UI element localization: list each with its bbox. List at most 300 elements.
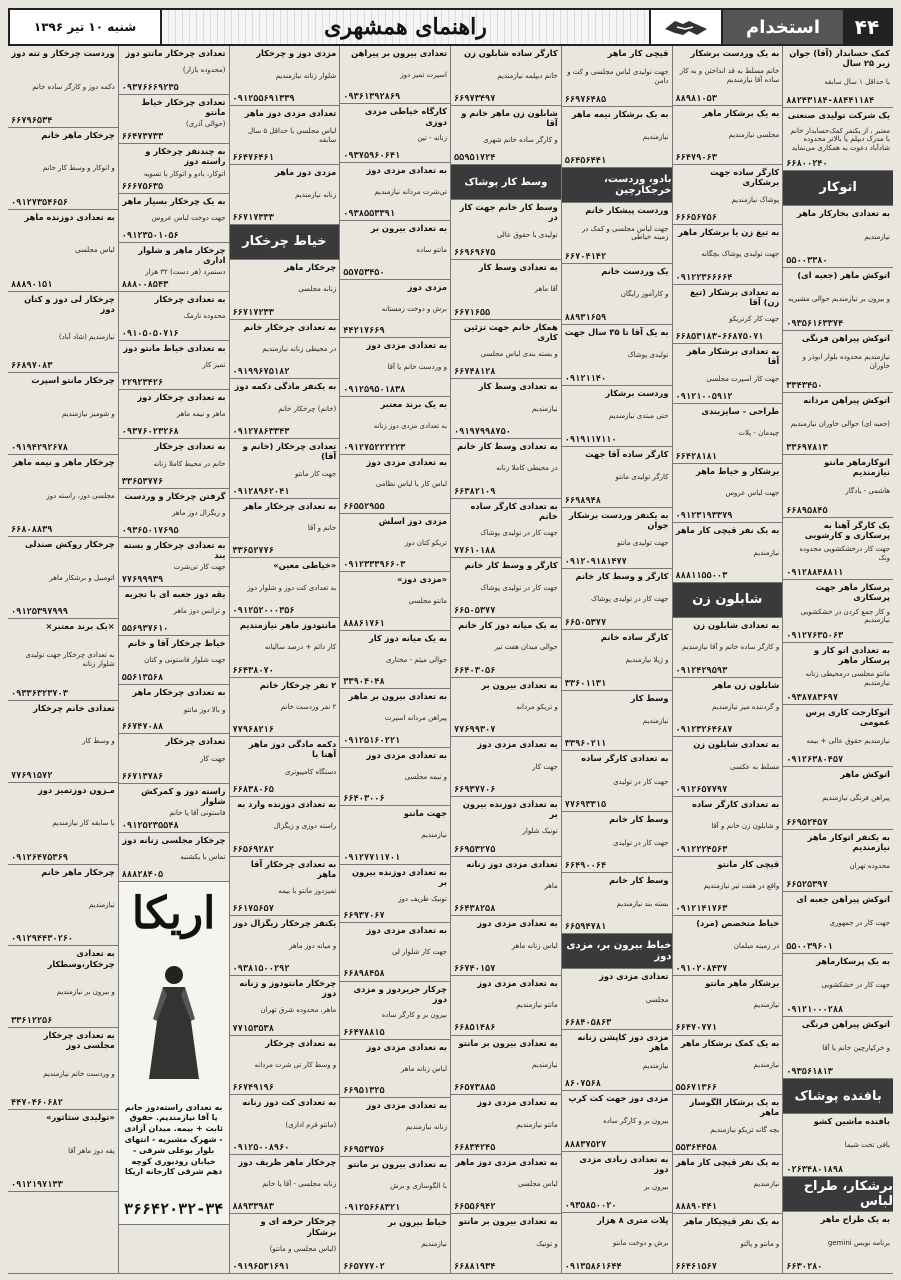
ad-phone-number: ۶۶۷۴۰۱۵۷ xyxy=(454,963,496,974)
ad-title: به تعدادی چرخکار xyxy=(265,1037,337,1048)
ad-body: لباس مجلسی xyxy=(517,1180,558,1189)
classified-ad xyxy=(8,455,118,537)
ad-body: جهت کار xyxy=(532,762,558,771)
classified-ad xyxy=(673,225,783,285)
handshake-icon xyxy=(649,10,723,44)
ad-phone-number: ۰۹۱۹۷۹۹۸۷۵۰ xyxy=(454,426,511,437)
ad-body: نیازمندیم حقوق عالی + بیمه xyxy=(806,736,890,745)
ad-title: یکنفر چرخکار زیگزال دوز xyxy=(233,918,337,929)
ad-title: یک شرکت تولیدی صنعتی xyxy=(787,110,890,121)
ad-title: به تعدادی مزدی دوز xyxy=(477,739,558,750)
ad-title: چرخکار روکش صندلی xyxy=(24,539,115,550)
ad-phone-number: ۶۶۹۷۶۴۸۵ xyxy=(564,94,607,105)
ad-body: جهت کار در تولیدی xyxy=(613,838,669,847)
ad-body: مسلط به عکسی xyxy=(730,762,780,771)
classified-ad xyxy=(340,865,450,923)
ad-title: مزدی دوز کاپشن زنانه ماهر xyxy=(577,1032,669,1053)
ad-title: تعدادی بیرون بر پیراهن xyxy=(351,48,447,58)
ad-body: جهت کار در تولیدی پوشاک xyxy=(480,529,558,538)
ad-phone-number: ۰۹۳۵۶۱۶۳۳۷۴ xyxy=(786,318,844,329)
classified-ad xyxy=(119,144,229,193)
ad-body: و مانتو و پالتو xyxy=(740,1239,780,1248)
ad-title: وسط کار xyxy=(630,692,669,703)
ad-title: چرخکار ماهر و نیمه ماهر xyxy=(12,457,115,468)
ad-title: یک کارگر آهنا به پرسکاری و کارشویی xyxy=(804,519,890,540)
ad-body: بافی تخت شیما xyxy=(844,1141,890,1150)
ad-body: تونیک ظریف دوز xyxy=(398,894,447,903)
classified-ad xyxy=(783,767,893,829)
ad-body: آقا ماهر xyxy=(534,285,558,294)
ad-title: به یک آقا تا ۳۵ سال جهت xyxy=(564,326,669,337)
classified-ad xyxy=(230,1036,340,1096)
ad-body: و بیرون بر نیازمندیم xyxy=(56,988,115,997)
ad-title: مزدی دوز xyxy=(407,281,447,292)
ad-body: و وسط کار تی شرت مردانه xyxy=(254,1061,337,1069)
ad-body: جهت تولیدی مانتو xyxy=(617,538,669,547)
ad-body: هاشمی - یادگار xyxy=(845,487,890,496)
ad-body: زنانه - تین xyxy=(417,134,447,143)
ad-phone-number: ۵۵۷۵۳۴۵۰ xyxy=(343,267,385,278)
ad-phone-number: ۶۶۸۳۸۰۶۵ xyxy=(232,784,274,795)
ad-body: و وردست خانم نیازمندیم xyxy=(43,1069,115,1078)
ad-title: خیاط متخصص (مرد) xyxy=(696,918,780,929)
ad-phone-number: ۶۶۴۷۹۰۶۳ xyxy=(675,153,717,164)
classified-ad xyxy=(783,1017,893,1079)
classified-ad xyxy=(340,1040,450,1098)
issue-date: شنبه ۱۰ تیر ۱۳۹۶ xyxy=(10,10,162,44)
ad-phone-number: ۶۶۵۹۴۷۸۱ xyxy=(564,922,607,933)
ad-title: قیچی کار مانتو xyxy=(717,858,780,869)
ad-phone-number: ۸۶۰۷۵۶۸ xyxy=(564,1079,601,1090)
ad-phone-number: ۰۹۳۵۶۱۸۱۳ xyxy=(786,1067,833,1078)
ad-title: به تعدادی وسط کار xyxy=(478,381,558,392)
ad-phone-number: ۰۹۱۳۵۸۶۱۶۴۴ xyxy=(564,1262,622,1273)
ad-body: نیازمندیم xyxy=(421,1240,447,1249)
classified-ad xyxy=(340,514,450,572)
ad-phone-number: ۰۹۳۶۵۰۱۷۶۹۵ xyxy=(121,525,179,536)
ad-phone-number: ۶۶۸۴۰۵۸۶۳ xyxy=(564,1018,612,1029)
ad-phone-number: ۶۶۸۹۵۸۴۵ xyxy=(786,505,828,516)
classified-ad xyxy=(451,379,561,439)
classified-ad xyxy=(340,46,450,104)
ad-body: ماهر و نیمه ماهر xyxy=(176,410,226,419)
ad-body: جهت دوخت لباس عروس xyxy=(151,213,226,222)
classified-ad xyxy=(562,751,672,812)
classified-ad xyxy=(451,916,561,976)
classified-ad xyxy=(119,46,229,95)
ad-phone-number: ۶۶۹۶۹۶۷۵ xyxy=(454,247,496,258)
ad-title: تعدادی چرخکار مانتو دوز xyxy=(125,48,226,58)
ad-title: برشکار ماهر مانتو xyxy=(705,977,780,988)
ad-body: و تریکو مردانه xyxy=(516,703,558,712)
ad-body: جهت کار در تولیدی پوشاک xyxy=(591,594,669,603)
ad-phone-number: ۰۹۳۷۵۹۶۰۶۴۱ xyxy=(343,150,401,161)
ad-title: به یک کمک برشکار ماهر xyxy=(680,1037,780,1048)
classified-ad xyxy=(230,558,340,618)
ad-body: زنانه نیازمندیم xyxy=(295,190,337,199)
ad-phone-number: ۶۶۵۷۷۷۰۲ xyxy=(343,1261,385,1272)
ad-title: مزدی دوز و چرخکار xyxy=(256,48,337,58)
classified-ad xyxy=(783,830,893,892)
ad-title: به یک برشکار نیمه ماهر xyxy=(571,108,669,119)
classified-ad xyxy=(783,393,893,455)
ad-body: دستمزد (هر دست) ۳۲ هزار xyxy=(145,268,226,276)
ad-title: «خیاطی معین» xyxy=(273,560,337,571)
page-header xyxy=(8,8,893,46)
ad-title: کارگر ساده جهت برشکاری xyxy=(710,167,780,188)
ad-body: در محیطی زنانه نیازمندیم xyxy=(262,345,337,354)
classified-ad xyxy=(119,636,229,685)
ad-title: اتوکارجت کاری پرس عمومی xyxy=(805,706,890,728)
category-header: بافنده پوشاک xyxy=(783,1079,893,1114)
classified-ad xyxy=(8,292,118,374)
ad-body: پوشاک نیازمندیم xyxy=(731,195,780,204)
ad-phone-number: ۸۸۸۹۰۱۵۱ xyxy=(11,279,53,290)
ad-phone-number: ۶۶۵۵۶۹۴۲ xyxy=(454,1202,496,1213)
ad-title: به یکنفر مادگی دکمه دوز xyxy=(234,381,337,392)
classified-ad xyxy=(562,691,672,752)
ad-body: جهت کار در جمهوری xyxy=(829,918,890,927)
ad-body: نیازمندیم xyxy=(89,901,115,910)
ad-phone-number: ۶۶۵۵۲۹۵۵ xyxy=(343,501,385,512)
classified-ad xyxy=(451,106,561,166)
classified-ad xyxy=(783,455,893,517)
classified-ad xyxy=(8,1028,118,1110)
ad-phone-number: ۰۹۱۲۵۵۶۹۱۳۳۹ xyxy=(232,93,295,104)
ad-body: و شابلون زن خانم و آقا xyxy=(711,822,780,831)
ad-phone-number: ۸۸۹۳۳۹۸۳ xyxy=(232,1202,274,1213)
ad-phone-number: ۰۹۱۲۶۵۷۷۹۷ xyxy=(675,784,728,795)
ad-phone-number: ۰۹۱۲۱۴۱۷۶۳ xyxy=(675,904,728,915)
ad-title: چرخکار حرفه ای و برشکار xyxy=(260,1216,337,1237)
ad-phone-number: ۰۹۱۲۰۹۱۸۱۴۷۷ xyxy=(564,556,627,567)
ad-body: جهت تولیدی لباس مجلسی و کت و دامن xyxy=(567,67,669,85)
ad-title: به یکنفر اتوکار ماهر نیازمندیم xyxy=(807,831,890,852)
ad-phone-number: ۵۵۹۵۱۷۲۴ xyxy=(454,153,496,164)
classified-ad xyxy=(562,46,672,107)
ad-body: تریکو کتان دوز xyxy=(404,538,447,547)
ad-body: جهت لباس عروس xyxy=(725,489,780,498)
classified-ad xyxy=(451,1095,561,1155)
ad-body: دستگاه کامپیوتری xyxy=(284,767,337,776)
classified-ad xyxy=(8,783,118,865)
ad-phone-number: ۰۹۱۰۵۰۵۰۷۱۶ xyxy=(121,329,179,340)
ad-phone-number: ۶۶۵۲۵۳۹۷ xyxy=(786,880,828,891)
ad-phone-number: ۵۵۶۷۱۳۶۶ xyxy=(675,1083,717,1094)
ad-body: راسته دوزی و زیگزال xyxy=(273,822,337,831)
classified-ad xyxy=(340,1157,450,1215)
ad-phone-number: ۳۳۴۳۴۵۰ xyxy=(786,380,823,391)
ad-body: خانم در محیط کاملا زنانه xyxy=(153,459,226,468)
ad-body: مجلسی دوز، راسته دوز xyxy=(46,491,115,500)
classified-ad xyxy=(562,386,672,447)
classified-ad xyxy=(783,46,893,108)
ad-title: کارگر ساده شابلون زن xyxy=(464,48,558,58)
ad-body: جهت کار کرتریکو xyxy=(729,315,780,324)
ad-title: مـزون دوزتمیز دوز xyxy=(37,784,115,795)
ad-phone-number: ۵۵۰۰۳۹۶۰۱ xyxy=(786,942,833,953)
ad-title: کارگاه خیاطی مزدی دوزی xyxy=(364,106,447,127)
ad-body: زنانه نیازمندیم xyxy=(405,1123,447,1132)
ad-body: (لباس مجلسی و مانتو) xyxy=(269,1245,337,1254)
ad-body: نیازمندیم (شاد آباد) xyxy=(58,333,115,342)
ad-body: جهت کار xyxy=(200,754,226,763)
ad-title: به تعدادی بیرون بر ماهر xyxy=(348,691,447,702)
ad-body: و کارگر ساده خانم شهری xyxy=(483,136,558,145)
classified-ad xyxy=(340,806,450,864)
classified-ad xyxy=(562,1213,672,1274)
category-header: خیاط بیرون بر، مزدی دوز xyxy=(562,934,672,969)
ad-body: و بسته بندی لباس مجلسی xyxy=(480,350,558,359)
classified-ad xyxy=(230,260,340,320)
classified-ad xyxy=(451,260,561,320)
ad-body: جهت شلوار فاستونی و کتان xyxy=(144,656,226,665)
ad-title: تعدادی چرخکار xyxy=(165,736,226,747)
ad-body: نیازمندیم xyxy=(864,232,890,241)
ad-phone-number: ۶۶۷۱۷۲۳۳ xyxy=(232,307,274,318)
ad-body: اتوکار، بادو و اتوکار با تسویه xyxy=(143,169,226,178)
ad-title: تعدادی مزدی دوز زنانه xyxy=(466,858,558,869)
classified-ad xyxy=(673,1036,783,1096)
classified-ad xyxy=(673,46,783,106)
classified-ad xyxy=(8,865,118,947)
classified-ad xyxy=(673,285,783,345)
ad-phone-number: ۶۶۷۱۷۳۳۳ xyxy=(232,212,274,223)
classified-ad xyxy=(562,107,672,168)
ad-phone-number: ۶۶۳۸۲۱۰۹ xyxy=(454,486,496,497)
ad-title: به تعدادی چرخکار xyxy=(154,293,226,304)
ad-title: به یک برشکار ماهر xyxy=(702,107,780,118)
classified-ad xyxy=(451,558,561,618)
classified-ad xyxy=(562,203,672,264)
ad-body: در محیطی کاملا زنانه xyxy=(496,464,558,473)
classified-ad xyxy=(783,1212,893,1274)
ad-phone-number: ۶۶۴۶۱۵۶۷ xyxy=(675,1262,717,1273)
ad-body: حوالی میدان هفت تیر xyxy=(494,643,558,652)
ad-phone-number: ۶۶۹۳۷۷۰۶ xyxy=(454,784,496,795)
classified-ad xyxy=(119,439,229,488)
ad-body: و شومیز نیازمندیم xyxy=(61,410,115,419)
ad-phone-number: ۸۸۸۶۱۷۶۱ xyxy=(343,618,385,629)
classified-ad xyxy=(451,976,561,1036)
classified-ad xyxy=(673,618,783,678)
ad-phone-number: ۶۶۷۴۷۰۸۸ xyxy=(121,722,164,733)
ad-phone-number: ۳۳۶۵۲۷۷۶ xyxy=(232,546,274,557)
classified-ad xyxy=(340,923,450,981)
ad-body: (حوالی آذری) xyxy=(186,120,226,129)
ad-title: به چندنفر چرخکار و راسته دوز xyxy=(145,146,226,167)
ad-title: به تعدادی بیرون بر مانتو xyxy=(458,1037,558,1048)
ad-column xyxy=(782,46,893,1274)
ad-body: شلوار زنانه نیازمندیم xyxy=(275,71,337,80)
ad-title: به تعدادی وسط کار خانم xyxy=(457,440,558,451)
ad-phone-number: ۶۶۸۹۸۴۵۸ xyxy=(343,969,385,980)
ad-title: شابلون زن ماهر xyxy=(712,679,780,690)
ad-phone-number: ۶۶۹۳۷۰۶۷ xyxy=(343,911,385,922)
ad-body: و کارگر ساده خانم و آقا نیازمندیم xyxy=(682,643,780,652)
classified-ad xyxy=(673,916,783,976)
ad-body: نیازمندیم xyxy=(642,1061,669,1070)
classified-ad xyxy=(340,748,450,806)
ad-phone-number: ۶۶۴۷۶۴۶۱ xyxy=(232,153,274,164)
ad-title: به تعدادی چرخکار مجلسی دوز xyxy=(43,1030,115,1051)
ad-title: پلات متری ۸ هزار xyxy=(597,1215,669,1226)
ad-body: با حداقل ۱ سال سابقه xyxy=(824,77,890,86)
ad-phone-number: ۶۶۴۰۳۰۰۶ xyxy=(343,794,385,805)
ad-body: حوالی میثم - مختاری xyxy=(385,655,447,664)
promo-ad xyxy=(119,882,229,1225)
ad-title: چرخکار ماهر xyxy=(284,261,337,272)
ad-title: اتوکش ماهر xyxy=(840,769,890,780)
ad-title: شابلون زن ماهر خانم و آقا xyxy=(461,107,558,128)
classified-ad xyxy=(562,969,672,1030)
ad-title: به تعدادی مزدی دوز xyxy=(366,340,447,351)
classified-ad xyxy=(451,320,561,380)
ad-body: زنانه مجلسی - آقا یا خانم xyxy=(262,1180,337,1189)
ad-body: مانتو مجلسی درمحیطی زنانه نیازمندیم xyxy=(805,670,890,687)
ad-body: و زیگزال دوز ماهر xyxy=(172,508,226,517)
ad-body: کارگر تولیدی مانتو xyxy=(615,472,669,481)
page-number: ۴۴ xyxy=(843,10,891,44)
ad-phone-number: ۶۶۸۳۴۲۴۵ xyxy=(454,1142,496,1153)
classified-ad xyxy=(8,373,118,455)
ad-phone-number: ۶۶۸۵۱۴۸۶ xyxy=(454,1023,496,1034)
ad-title: دکمه مادگی دوز ماهر آهنا با xyxy=(248,739,337,760)
ad-title: «تولیدی ستاتور» xyxy=(46,1112,115,1123)
ad-phone-number: ۰۹۱۲۷۵۲۲۲۲۲۳ xyxy=(343,443,406,454)
ad-body: جهت کار درخشکشویی محدوده ونک xyxy=(799,545,890,563)
ad-phone-number: ۶۶۷۹۶۵۳۴ xyxy=(11,115,53,126)
ad-phone-number: ۰۹۳۷۶۶۶۹۲۳۵ xyxy=(121,83,179,94)
ad-phone-number: ۰۹۱۲۷۸۶۳۳۴۳ xyxy=(232,426,290,437)
ad-body: اتومبیل و برشکار ماهر xyxy=(49,573,115,582)
ad-phone-number: ۶۶۸۰۸۸۳۹ xyxy=(11,525,53,536)
ad-phone-number: ۶۶۱۷۵۶۵۷ xyxy=(232,904,274,915)
ad-phone-number: ۸۸۸۲۸۴۰۵ xyxy=(121,869,164,880)
ad-phone-number: ۰۹۳۷۶۰۲۳۲۶۸ xyxy=(121,427,179,438)
classified-ad xyxy=(340,163,450,221)
ad-phone-number: ۸۸۸۱۱۵۵۰۰۳ xyxy=(675,570,728,581)
ad-phone-number: ۰۹۱۲۵۲۳۵۵۴۸ xyxy=(121,820,179,831)
ad-title: اتوکش پیراهن جعبه ای xyxy=(796,894,890,905)
ad-title: به تعدادی مزدی دوز xyxy=(366,749,447,760)
ad-body: جهت لباس مجلسی و کمک در زمینه خیاطی xyxy=(581,224,669,242)
ad-title: مانتودوز ماهر نیازمندیم xyxy=(239,619,337,630)
ad-body: جهت کار مانتو xyxy=(294,469,337,478)
category-header: شابلون زن xyxy=(673,583,783,618)
ad-title: به تعدادی مزدی دوز xyxy=(477,977,558,988)
ad-body: نیازمندیم xyxy=(421,831,447,839)
ad-body: و بالا دوز مانتو xyxy=(183,705,226,714)
classified-ad xyxy=(230,618,340,678)
ad-body: (جعبه ای) حوالی خاوران نیازمندیم xyxy=(790,419,890,428)
ad-phone-number: ۶۶۹۸۹۴۸ xyxy=(564,495,601,506)
ad-phone-number: ۰۹۱۲۳۲۶۴۶۸۷ xyxy=(675,725,733,736)
ad-body: حتی مبتدی نیازمندیم xyxy=(608,411,669,420)
ad-phone-number: ۶۶۹۵۳۷۵۶ xyxy=(343,1144,385,1155)
ad-title: به یک طراح ماهر xyxy=(820,1213,890,1224)
ad-title: یقه دوز جعبه ای با تجربه xyxy=(124,588,226,599)
ad-title: به تعدادی چرخکار xyxy=(154,441,226,452)
classified-ad xyxy=(230,797,340,857)
category-header: اتوکار xyxy=(783,171,893,206)
classified-ad xyxy=(8,537,118,619)
ad-body: لباس زنانه ماهر xyxy=(511,941,558,950)
classified-ad xyxy=(562,325,672,386)
ad-body: (خانم) چرخکار خانم xyxy=(278,404,337,413)
ad-body: خانم دیپلمه نیازمندیم xyxy=(497,71,558,80)
classified-ad xyxy=(562,630,672,691)
ad-phone-number: ۰۹۱۲۸۹۶۲۰۴۱ xyxy=(232,486,290,497)
ad-body: مانتو مجلسی xyxy=(408,597,447,606)
classified-ad xyxy=(119,292,229,341)
ad-title: به تعدادی دوزنده بیرون بر xyxy=(351,866,447,887)
ad-title: وردست پیشکار خانم xyxy=(585,204,669,215)
ad-body: نیازمندیم xyxy=(532,404,558,413)
ad-title: چرکار جریردوز و مزدی دوز xyxy=(353,983,447,1004)
classified-ad xyxy=(340,631,450,689)
classified-ad xyxy=(230,106,340,166)
classified-ad xyxy=(340,221,450,279)
ad-title: به یک نفر قیچیکار ماهر xyxy=(683,1216,780,1227)
ad-title: مزدی دوز ماهر xyxy=(274,167,337,178)
ad-column xyxy=(339,46,450,1274)
classified-ad xyxy=(8,128,118,210)
classified-ad xyxy=(230,976,340,1036)
ad-phone-number: ۰۹۱۲۳۳۳۹۶۶۰۳ xyxy=(343,560,406,571)
ad-title: چرخکار مانتو اسپرت xyxy=(31,375,115,386)
ad-phone-number: ۸۸۲۴۳۱۸۴-۸۸۴۴۱۱۸۴ xyxy=(786,96,875,107)
classified-ad xyxy=(8,1110,118,1192)
classified-ad xyxy=(451,618,561,678)
ad-title: به تعدادی شابلون زن xyxy=(693,739,780,750)
ad-title: به تعدادی کت دوز زنانه xyxy=(242,1097,337,1108)
ad-phone-number: ۰۹۱۲۲۳۶۶۶۶۴ xyxy=(675,272,733,283)
ad-body: مانتو نیازمندیم xyxy=(516,1001,558,1010)
ad-title: به تیغ زن یا برشکار ماهر xyxy=(678,226,780,237)
ad-phone-number: ۰۹۳۳۶۳۲۳۷۰۳ xyxy=(11,688,68,699)
ad-title: ۲ نفر چرخکار خانم xyxy=(259,679,337,690)
ad-title: به یک نفر قیچی کار ماهر xyxy=(675,525,780,536)
ad-phone-number: ۵۵۶۹۳۷۶۱۰ xyxy=(121,624,169,635)
ad-title: به تعدادی مزدی دوز xyxy=(366,1100,447,1111)
classified-ad xyxy=(451,737,561,797)
classified-ad xyxy=(340,338,450,396)
ad-phone-number: ۰۹۱۲۵۰۰۸۹۶۰ xyxy=(232,1142,290,1153)
ad-title: به تعدادی بیرون بر xyxy=(481,679,558,690)
ad-body: بیرون بر و کارگر ساده xyxy=(603,1117,669,1126)
ad-title: به تعدادی دوزنده وارد به xyxy=(237,798,337,809)
ad-title: به تعدادی چرخکار،وسطکار xyxy=(47,948,115,969)
ad-title: به تعدادی برشکار (تیغ زن) آقا xyxy=(690,286,780,307)
ad-phone-number: ۶۶۴۷۸۸۱۵ xyxy=(343,1027,385,1038)
ad-body: نیازمندیم محدوده بلوار ابوذر و خاوران xyxy=(802,353,890,370)
ad-body: به تعدادی کت دوز و شلوار دوز xyxy=(247,583,337,592)
ad-body: برنامه نویس gemini xyxy=(827,1238,890,1247)
classified-ad xyxy=(119,489,229,538)
ad-body: نیازمندیم xyxy=(753,1001,780,1010)
ad-title: به تعدادی چرخکار دوز xyxy=(137,392,226,403)
ad-body: نیازمندیم xyxy=(753,548,780,557)
ad-phone-number: ۵۵۳۶۴۴۵۸ xyxy=(675,1142,717,1153)
classified-ad xyxy=(451,857,561,917)
ad-title: خیاط بیرون بر xyxy=(387,1217,447,1228)
ad-phone-number: ۶۶۴۹۰۰۶۴ xyxy=(564,861,607,872)
ad-phone-number: ۵۵۰۰۳۳۸۰ xyxy=(786,256,828,267)
ad-body: مجلسی نیازمندیم xyxy=(728,131,780,140)
ad-body: جهت تولیدی پوشاک بچگانه xyxy=(701,250,780,259)
ad-phone-number: ۰۹۱۲۳۱۹۳۳۷۹ xyxy=(675,511,733,522)
